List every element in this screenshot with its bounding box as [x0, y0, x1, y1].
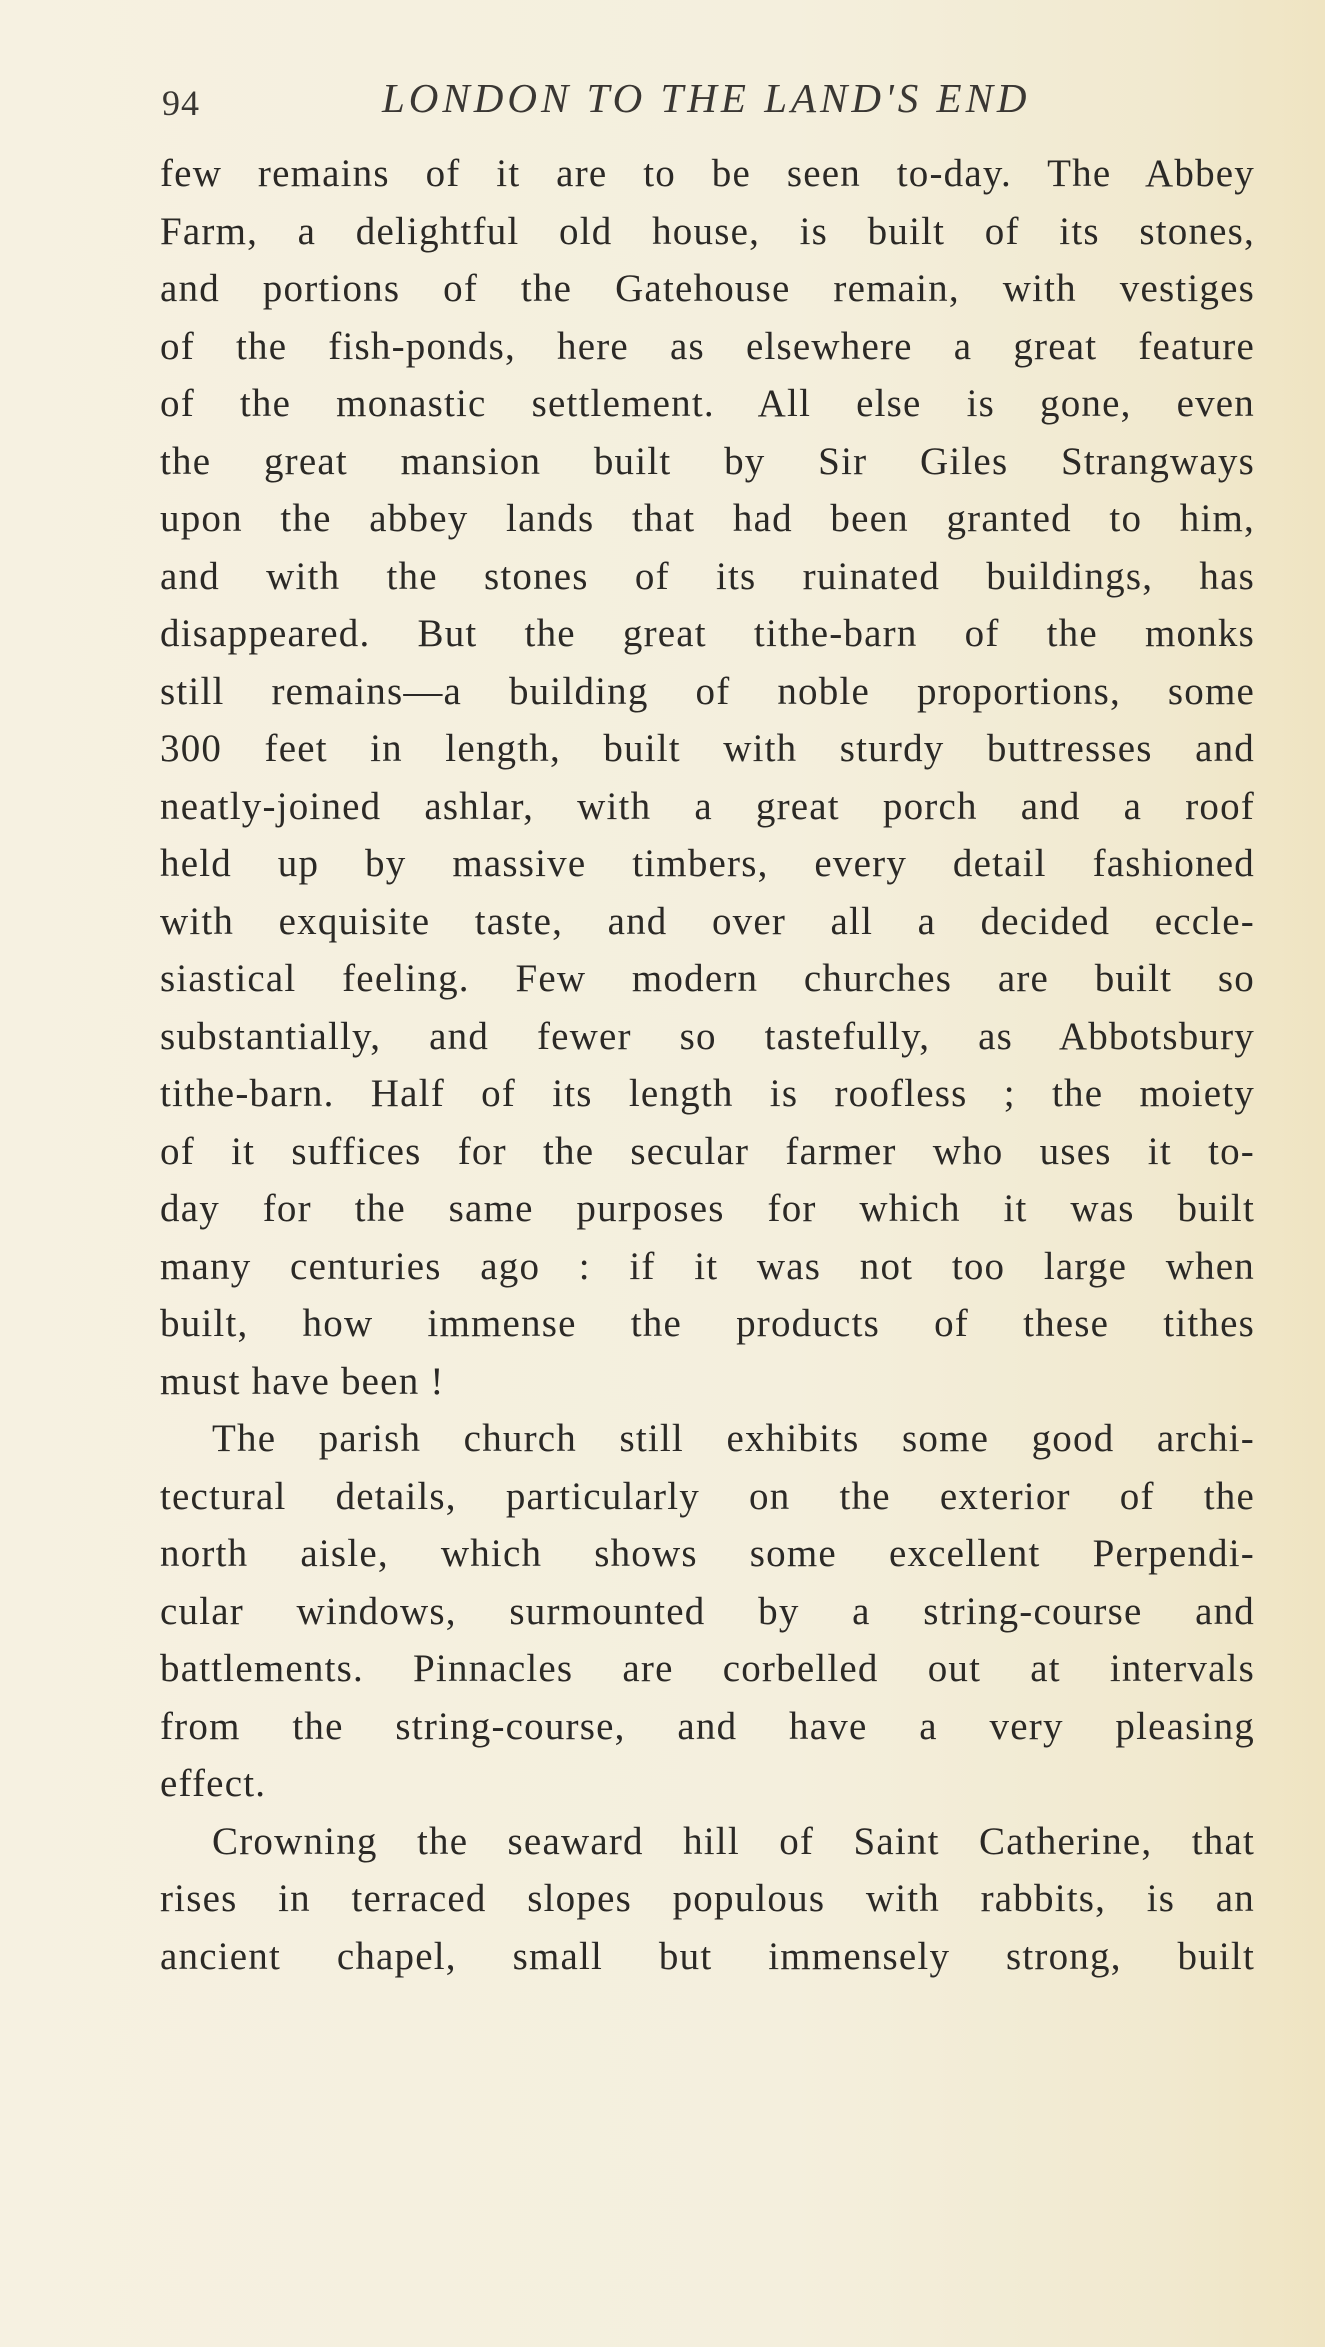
text-line: few remains of it are to be seen to-day. The Abbey: [160, 152, 1255, 195]
text-line: of the fish-ponds, here as elsewhere a great feature: [160, 324, 1255, 368]
text-line: The parish church still exhibits some good archi-: [212, 1417, 1255, 1460]
text-line: with exquisite taste, and over all a decided eccle-: [160, 899, 1255, 943]
text-line: of the monastic settlement. All else is gone, even: [160, 382, 1255, 425]
text-line: and with the stones of its ruinated buildings, has: [160, 554, 1255, 598]
text-line: effect.: [160, 1762, 267, 1805]
text-line: and portions of the Gatehouse remain, with vestiges: [160, 267, 1255, 310]
running-head: [160, 72, 1260, 132]
text-line: ancient chapel, small but immensely strong, built: [160, 1934, 1255, 1978]
text-line: tithe-barn. Half of its length is roofless ; the moiety: [160, 1072, 1255, 1115]
body-text: [160, 145, 1255, 1985]
running-title: LONDON TO THE LAND'S END: [382, 75, 1031, 121]
text-line: Farm, a delightful old house, is built of its stones,: [160, 209, 1255, 253]
text-line: built, how immense the products of these tithes: [160, 1302, 1255, 1345]
text-line: must have been !: [160, 1359, 445, 1403]
text-line: battlements. Pinnacles are corbelled out at intervals: [160, 1647, 1255, 1690]
text-line: cular windows, surmounted by a string-course and: [160, 1589, 1255, 1633]
text-line: many centuries ago : if it was not too large when: [160, 1244, 1255, 1288]
text-line: from the string-course, and have a very pleasing: [160, 1704, 1255, 1748]
text-line: tectural details, particularly on the exterior of the: [160, 1474, 1255, 1518]
text-line: still remains—a building of noble proportions, some: [160, 669, 1255, 713]
paragraph: [160, 145, 1255, 1410]
text-line: neatly-joined ashlar, with a great porch and a roof: [160, 784, 1255, 828]
text-line: siastical feeling. Few modern churches are built so: [160, 957, 1255, 1000]
text-line: substantially, and fewer so tastefully, as Abbotsbury: [160, 1014, 1255, 1058]
paragraph: [160, 1410, 1255, 1813]
text-line: disappeared. But the great tithe-barn of the monks: [160, 612, 1255, 655]
text-line: upon the abbey lands that had been granted to him,: [160, 497, 1255, 540]
text-line: Crowning the seaward hill of Saint Catherine, that: [212, 1819, 1255, 1863]
text-line: 300 feet in length, built with sturdy buttresses and: [160, 727, 1255, 770]
text-line: of it suffices for the secular farmer who uses it to-: [160, 1129, 1255, 1173]
page-number: 94: [162, 83, 200, 123]
text-line: held up by massive timbers, every detail fashioned: [160, 842, 1255, 885]
text-line: the great mansion built by Sir Giles Strangways: [160, 439, 1255, 483]
text-line: north aisle, which shows some excellent Perpendi-: [160, 1532, 1255, 1575]
paragraph: [160, 1813, 1255, 1986]
text-line: rises in terraced slopes populous with rabbits, is an: [160, 1877, 1255, 1920]
text-line: day for the same purposes for which it was built: [160, 1187, 1255, 1230]
